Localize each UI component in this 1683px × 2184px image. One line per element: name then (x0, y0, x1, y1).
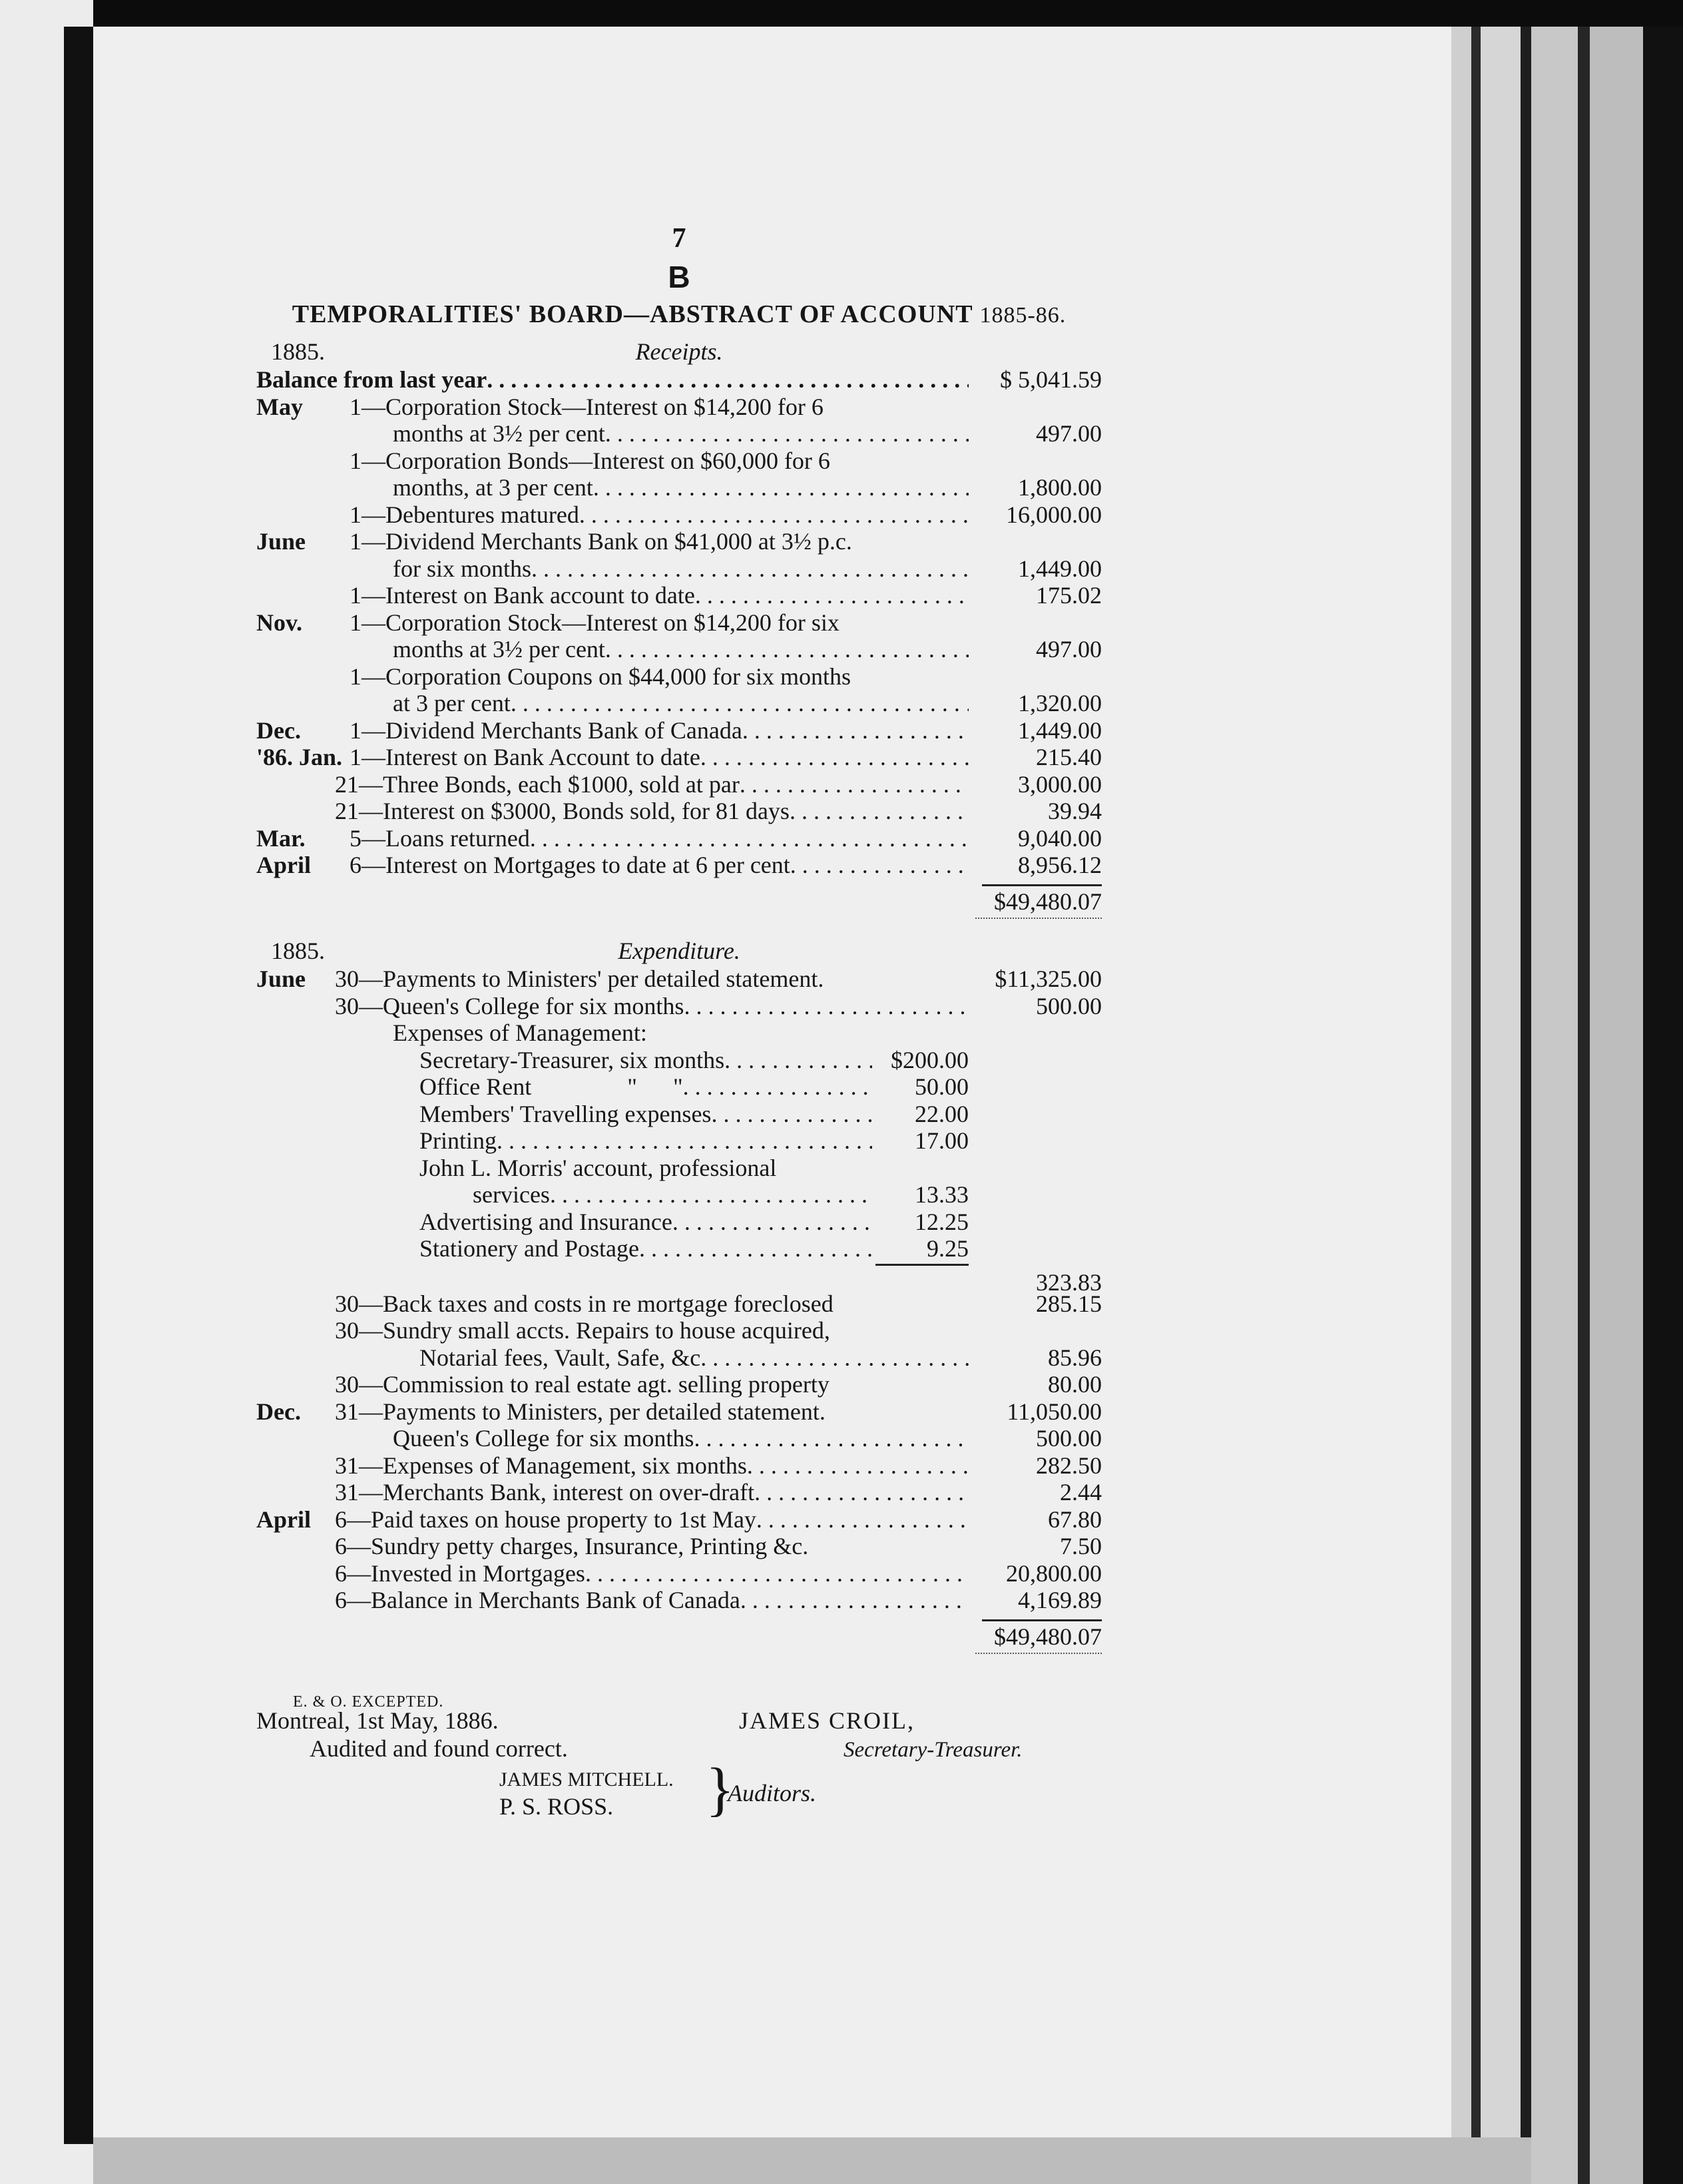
row-amount: 2.44 (1060, 1479, 1102, 1505)
table-row (256, 1317, 1102, 1344)
dot-leader (695, 582, 969, 609)
row-text (350, 744, 969, 771)
row-text (335, 1479, 969, 1506)
row-amount: 80.00 (1048, 1371, 1102, 1398)
row-text (393, 474, 969, 501)
row-amount: $11,325.00 (995, 965, 1102, 992)
dot-leader (531, 555, 969, 583)
expenditure-year: 1885. (271, 938, 325, 964)
row-label: 6—Paid taxes on house property to 1st May (335, 1505, 756, 1533)
table-row (256, 1235, 1102, 1262)
row-label: months at 3½ per cent (393, 420, 605, 447)
row-label: Members' Travelling expenses (419, 1100, 712, 1127)
section-letter: B (668, 260, 690, 294)
row-label: 6—Invested in Mortgages (335, 1559, 585, 1587)
dot-leader (790, 798, 969, 825)
row-amount: 500.00 (1036, 1425, 1102, 1452)
table-row (256, 744, 1102, 771)
row-label: Office Rent " " (419, 1073, 683, 1100)
dot-leader (550, 1181, 872, 1209)
dot-leader (747, 1452, 969, 1480)
table-row (256, 1452, 1102, 1480)
row-amount: 500.00 (1036, 992, 1102, 1019)
table-row (256, 1560, 1102, 1587)
row-amount: 1,800.00 (1018, 474, 1102, 501)
signatory-name: JAMES CROIL, (739, 1707, 915, 1734)
row-label: Balance from last year (256, 366, 487, 393)
row-text (393, 555, 969, 583)
table-row (256, 993, 1102, 1020)
row-text (335, 1533, 969, 1560)
place-date: Montreal, 1st May, 1886. (256, 1707, 499, 1734)
page-number: 7 (672, 223, 686, 254)
row-text (350, 852, 969, 879)
row-text (335, 771, 969, 798)
row-text (335, 1506, 969, 1533)
row-label: for six months (393, 555, 532, 582)
row-text (350, 663, 969, 690)
row-label: 31—Expenses of Management, six months (335, 1452, 747, 1479)
audited-note: Audited and found correct. (310, 1735, 568, 1762)
row-amount: 285.15 (1036, 1290, 1102, 1317)
row-label: services (473, 1181, 550, 1208)
row-label: Stationery and Postage (419, 1235, 639, 1262)
row-label: months at 3½ per cent (393, 636, 605, 663)
row-label: Notarial fees, Vault, Safe, &c (419, 1344, 701, 1371)
table-row (256, 1371, 1102, 1398)
dot-leader (694, 1425, 969, 1452)
table-row (256, 1587, 1102, 1614)
row-label: 6—Sundry petty charges, Insurance, Printing &c. (335, 1533, 809, 1559)
dot-leader (742, 717, 969, 744)
dot-leader (684, 993, 969, 1020)
dot-leader (639, 1235, 872, 1262)
row-text (350, 825, 969, 852)
receipts-total-row (256, 888, 1102, 916)
table-row (256, 798, 1102, 825)
table-row (256, 717, 1102, 744)
table-row (256, 394, 1102, 421)
row-sub-amount: 50.00 (915, 1073, 969, 1100)
row-month: April (256, 852, 312, 878)
table-row (256, 1181, 1102, 1209)
row-amount: 323.83 (1036, 1268, 1102, 1296)
row-text (335, 993, 969, 1020)
expenditure-title: Expenditure. (618, 938, 740, 964)
table-row (256, 1398, 1102, 1426)
row-text (393, 636, 969, 663)
row-amount: 1,320.00 (1018, 690, 1102, 716)
row-text (419, 1073, 872, 1101)
dot-leader (740, 771, 969, 798)
dot-leader (754, 1479, 969, 1506)
row-label: Queen's College for six months (393, 1425, 694, 1452)
account-abstract (256, 220, 1102, 1667)
dot-leader (585, 1560, 969, 1587)
row-label: Expenses of Management: (393, 1019, 647, 1046)
table-row (256, 1073, 1102, 1101)
table-row (256, 555, 1102, 583)
row-label: 30—Payments to Ministers' per detailed statement. (335, 965, 824, 992)
expenditure-total: $49,480.07 (994, 1623, 1102, 1650)
row-month: April (256, 1505, 312, 1533)
row-text (350, 447, 969, 475)
table-row (256, 1101, 1102, 1128)
receipts-title: Receipts. (635, 338, 723, 365)
row-text (335, 798, 969, 825)
expenditure-rule (256, 1614, 1102, 1623)
page-title (256, 297, 1102, 333)
row-label: John L. Morris' account, professional (419, 1154, 777, 1181)
row-text (335, 1587, 969, 1614)
table-row (256, 1127, 1102, 1155)
table-row (256, 825, 1102, 852)
table-row (256, 366, 1102, 394)
row-text (419, 1047, 872, 1074)
row-label: 1—Corporation Stock—Interest on $14,200 for 6 (350, 393, 824, 420)
row-label: Secretary-Treasurer, six months (419, 1046, 725, 1073)
title-text: TEMPORALITIES' BOARD—ABSTRACT OF ACCOUNT (292, 300, 973, 328)
row-label: 30—Commission to real estate agt. selling property (335, 1371, 830, 1398)
table-row (256, 636, 1102, 663)
row-text (419, 1155, 872, 1182)
row-label: 1—Dividend Merchants Bank on $41,000 at 3½ p.c. (350, 528, 852, 555)
row-amount: 39.94 (1048, 798, 1102, 824)
row-label: 30—Back taxes and costs in re mortgage foreclosed (335, 1290, 834, 1317)
row-amount: $ 5,041.59 (1000, 366, 1102, 393)
row-amount: 16,000.00 (1006, 501, 1102, 528)
row-amount: 3,000.00 (1018, 770, 1102, 798)
table-row (256, 501, 1102, 529)
expenditure-header (256, 938, 1102, 965)
row-month: May (256, 393, 303, 420)
table-row (256, 474, 1102, 501)
dot-leader (724, 1047, 872, 1074)
row-amount: 282.50 (1036, 1452, 1102, 1479)
row-month: June (256, 528, 306, 555)
brace: } (706, 1757, 735, 1822)
receipts-rule (256, 879, 1102, 888)
row-text (350, 609, 969, 637)
dot-leader (672, 1209, 872, 1236)
row-text (335, 1452, 969, 1480)
dot-leader (593, 474, 969, 501)
row-text (350, 528, 969, 555)
dot-leader (605, 636, 969, 663)
row-month: Nov. (256, 609, 303, 636)
row-label: 1—Corporation Coupons on $44,000 for six months (350, 663, 851, 690)
book-gutter (64, 27, 93, 2144)
bottom-page-edges (93, 2137, 1531, 2184)
row-amount: 7.50 (1060, 1533, 1102, 1559)
row-text (419, 1209, 872, 1236)
signatory-title: Secretary-Treasurer. (843, 1738, 1023, 1762)
row-text (350, 582, 969, 609)
receipts-header (256, 338, 1102, 366)
row-text (335, 1560, 969, 1587)
table-row (256, 965, 1102, 993)
title-years: 1885-86. (979, 303, 1067, 328)
row-label: 1—Corporation Bonds—Interest on $60,000 for 6 (350, 447, 830, 474)
row-amount: 175.02 (1036, 582, 1102, 609)
row-amount: 8,956.12 (1018, 852, 1102, 878)
dot-leader (756, 1506, 969, 1533)
row-label: at 3 per cent (393, 690, 511, 716)
table-row (256, 1047, 1102, 1074)
table-row (256, 1019, 1102, 1047)
dot-leader (487, 366, 969, 394)
dot-leader (790, 852, 969, 879)
subtotal-rule (875, 1264, 969, 1266)
auditors-label: Auditors. (728, 1780, 817, 1806)
table-row (256, 852, 1102, 879)
dot-leader (511, 690, 969, 717)
row-amount: 215.40 (1036, 744, 1102, 770)
row-amount: 11,050.00 (1007, 1398, 1102, 1425)
table-row (256, 1479, 1102, 1506)
row-text (335, 1371, 969, 1398)
row-text (419, 1235, 872, 1262)
row-label: 21—Three Bonds, each $1000, sold at par (335, 770, 740, 798)
row-sub-amount: $200.00 (891, 1046, 969, 1073)
row-text (419, 1127, 872, 1155)
row-text (335, 1317, 969, 1344)
row-text (393, 420, 969, 447)
row-amount: 497.00 (1036, 636, 1102, 663)
row-text (350, 501, 969, 529)
table-row (256, 1425, 1102, 1452)
row-sub-amount: 13.33 (915, 1181, 969, 1208)
row-text (350, 394, 969, 421)
row-month: Dec. (256, 716, 301, 744)
row-month: '86. Jan. (256, 744, 343, 770)
row-sub-amount: 12.25 (915, 1208, 969, 1235)
row-label: 30—Sundry small accts. Repairs to house acquired, (335, 1317, 830, 1344)
row-label: 6—Balance in Merchants Bank of Canada (335, 1587, 740, 1613)
dot-leader (700, 1344, 969, 1372)
table-row (256, 447, 1102, 475)
receipts-list (256, 366, 1102, 879)
table-row (256, 1506, 1102, 1533)
row-amount: 20,800.00 (1006, 1559, 1102, 1587)
row-text (473, 1181, 872, 1209)
row-label: 5—Loans returned (350, 824, 530, 852)
row-text (419, 1344, 969, 1372)
auditor-name-2: P. S. ROSS. (499, 1793, 614, 1820)
row-text (335, 1290, 969, 1318)
table-row (256, 771, 1102, 798)
row-label: Printing (419, 1127, 497, 1154)
row-label: 1—Corporation Stock—Interest on $14,200 for six (350, 609, 840, 636)
receipts-year: 1885. (271, 338, 325, 365)
row-label: 1—Interest on Bank Account to date (350, 744, 700, 770)
table-row (256, 1155, 1102, 1182)
dot-leader (530, 825, 969, 852)
row-label: 31—Merchants Bank, interest on over-draft (335, 1479, 755, 1505)
dot-leader (605, 420, 969, 447)
errors-excepted: E. & O. EXCEPTED. (293, 1693, 444, 1711)
row-amount: 1,449.00 (1018, 716, 1102, 744)
row-text (335, 1398, 969, 1426)
table-row (256, 663, 1102, 690)
table-row (256, 582, 1102, 609)
dot-leader (497, 1127, 872, 1155)
row-label: 31—Payments to Ministers, per detailed statement. (335, 1398, 826, 1425)
table-row (256, 1209, 1102, 1236)
row-label: months, at 3 per cent (393, 474, 593, 501)
row-label: 30—Queen's College for six months (335, 992, 684, 1019)
row-sub-amount: 17.00 (915, 1127, 969, 1154)
row-amount: 1,449.00 (1018, 555, 1102, 582)
dot-leader (700, 744, 969, 771)
row-amount: 9,040.00 (1018, 824, 1102, 852)
row-amount: 85.96 (1048, 1344, 1102, 1371)
right-page-edges (1451, 27, 1683, 2184)
row-sub-amount: 22.00 (915, 1100, 969, 1127)
table-row (256, 1533, 1102, 1560)
dot-leader (579, 501, 969, 529)
row-amount: 4,169.89 (1018, 1587, 1102, 1613)
row-label: Advertising and Insurance (419, 1208, 672, 1235)
row-month: June (256, 965, 306, 992)
table-row (256, 528, 1102, 555)
table-row (256, 1344, 1102, 1372)
row-text (419, 1101, 872, 1128)
row-text (393, 1019, 969, 1047)
row-label: 21—Interest on $3000, Bonds sold, for 81 days (335, 798, 790, 824)
table-row (256, 420, 1102, 447)
expenditure-total-row (256, 1623, 1102, 1651)
row-text (393, 690, 969, 717)
row-text (393, 1425, 969, 1452)
row-text (256, 366, 969, 394)
row-label: 6—Interest on Mortgages to date at 6 per cent (350, 852, 790, 878)
row-text (335, 965, 969, 993)
row-label: 1—Interest on Bank account to date (350, 582, 695, 609)
row-amount: 67.80 (1048, 1505, 1102, 1533)
row-month: Dec. (256, 1398, 301, 1425)
table-row (256, 609, 1102, 637)
table-row (256, 1290, 1102, 1318)
row-sub-amount: 9.25 (927, 1235, 969, 1262)
row-month: Mar. (256, 824, 306, 852)
row-label: 1—Dividend Merchants Bank of Canada (350, 716, 742, 744)
table-row (256, 690, 1102, 717)
dot-leader (711, 1101, 872, 1128)
dot-leader (683, 1073, 872, 1101)
auditor-name-1: JAMES MITCHELL. (499, 1769, 674, 1790)
expenditure-list (256, 965, 1102, 1614)
row-label: 1—Debentures matured (350, 501, 579, 528)
dot-leader (740, 1587, 969, 1614)
row-amount: 497.00 (1036, 420, 1102, 447)
receipts-total: $49,480.07 (994, 888, 1102, 915)
table-row (256, 1262, 1102, 1296)
row-text (350, 717, 969, 744)
